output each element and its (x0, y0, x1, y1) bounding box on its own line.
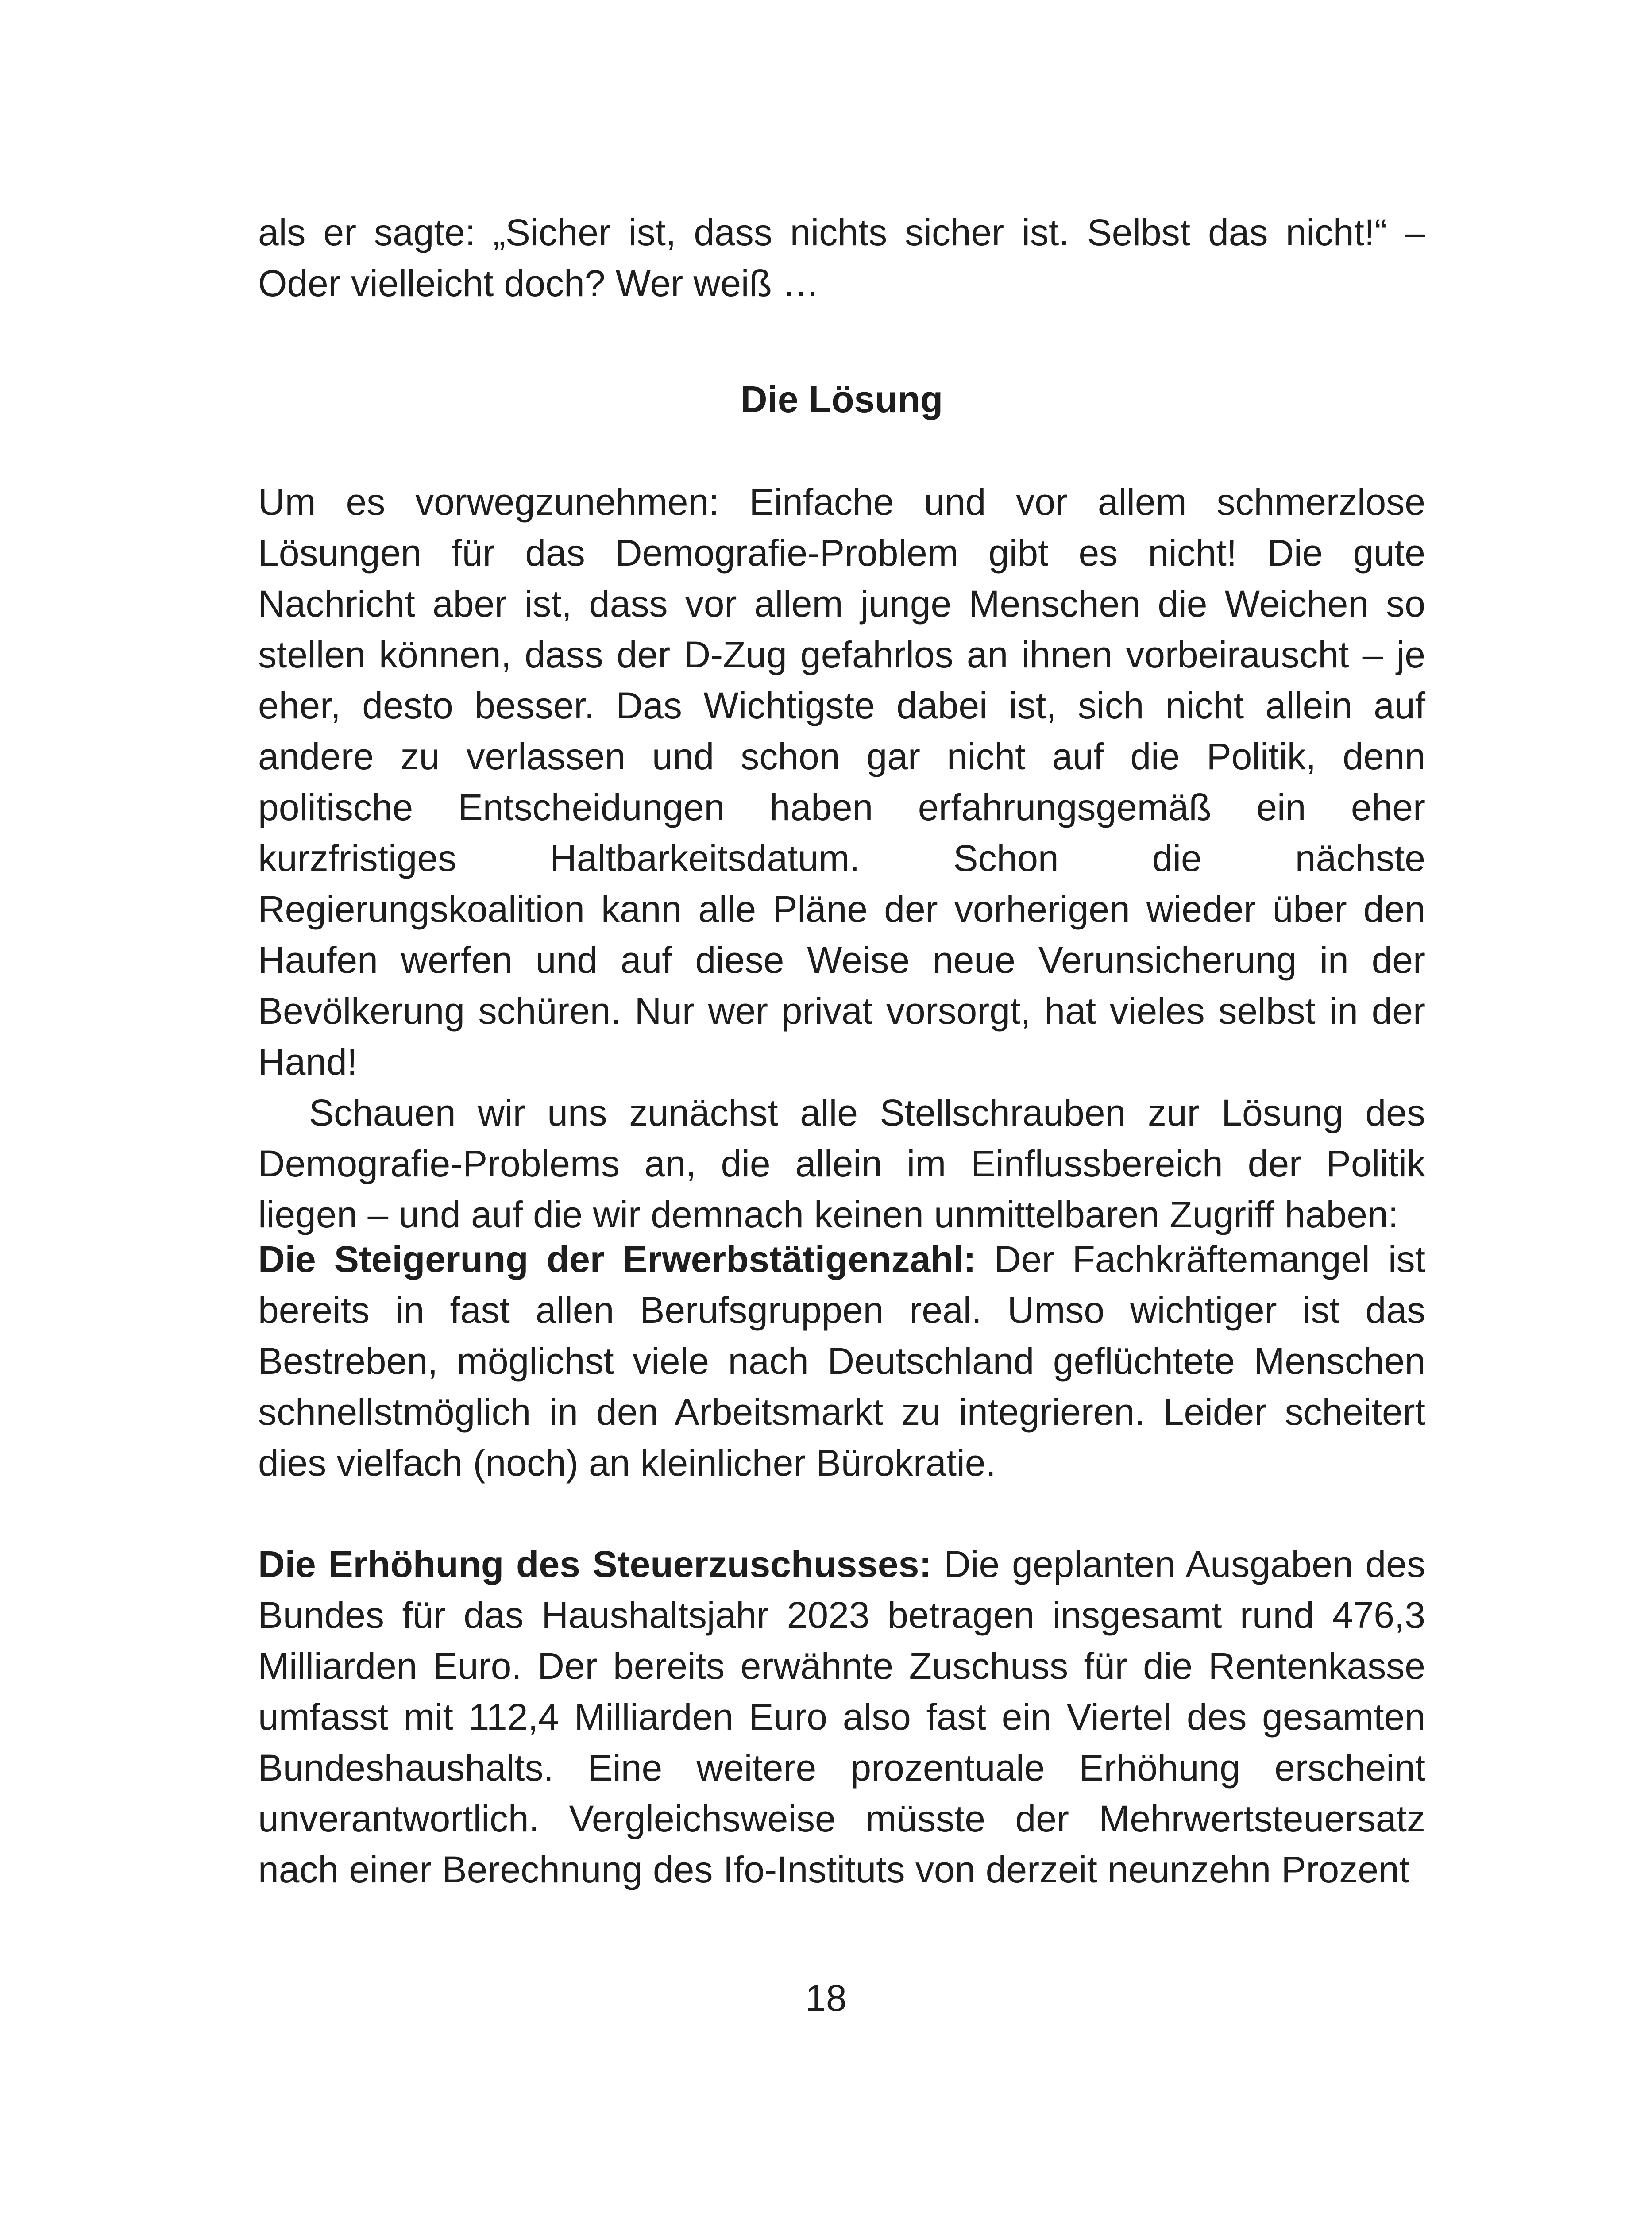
section-heading: Die Lösung (740, 378, 943, 420)
item-block-1 (258, 1234, 1425, 1488)
item-paragraph-1 (258, 1234, 1425, 1488)
body-paragraph-1: Um es vorwegzunehmen: Einfache und vor allem schmerzlose Lösungen für das Demografie-Problem gibt es nicht! Die gute Nachricht aber ist, dass vor allem junge Menschen die Weichen so stellen können, dass der D-Zug gefahrlos an ihnen vorbeirauscht – je eher, desto besser. Das Wichtigste dabei ist, sich nicht allein auf andere zu verlassen und schon gar nicht auf die Politik, denn politische Entscheidungen haben erfahrungsgemäß ein eher kurzfristiges Haltbarkeitsdatum. Schon die nächste Regierungskoalition kann alle Pläne der vorherigen wieder über den Haufen werfen und auf diese Weise neue Verunsicherung in der Bevölkerung schüren. Nur wer privat vorsorgt, hat vieles selbst in der Hand! (258, 481, 1425, 1083)
intro-paragraph: als er sagte: „Sicher ist, dass nichts sicher ist. Selbst das nicht!“ – Oder vielleicht doch? Wer weiß … (258, 212, 1425, 304)
item-lead-1: Die Steigerung der Erwerbstätigenzahl: (258, 1238, 976, 1280)
page-number: 18 (805, 1977, 847, 2019)
item-text-1: Der Fachkräftemangel ist bereits in fast allen Berufsgruppen real. Umso wichtiger ist das Bestreben, möglichst viele nach Deutschland geflüchtete Menschen schnellstmöglich in den Arbeitsmarkt zu integrieren. Leider scheitert dies vielfach (noch) an kleinlicher Bürokratie. (258, 1238, 1425, 1484)
intro-block (258, 207, 1425, 309)
body-block (258, 477, 1425, 1240)
item-block-2 (258, 1539, 1425, 1895)
body-paragraph-2: Schauen wir uns zunächst alle Stellschrauben zur Lösung des Demografie-Problems an, die allein im Einflussbereich der Politik liegen – und auf die wir demnach keinen unmittelbaren Zugriff haben: (258, 1092, 1425, 1235)
item-lead-2: Die Erhöhung des Steuerzuschusses: (258, 1543, 932, 1585)
item-paragraph-2 (258, 1539, 1425, 1895)
item-text-2: Die geplanten Ausgaben des Bundes für das Haushaltsjahr 2023 betragen insgesamt rund 476,3 Milliarden Euro. Der bereits erwähnte Zuschuss für die Rentenkasse umfasst mit 112,4 Milliarden Euro also fast ein Viertel des gesamten Bundeshaushalts. Eine weitere prozentuale Erhöhung erscheint unverantwortlich. Vergleichsweise müsste der Mehrwertsteuersatz nach einer Berechnung des Ifo-Instituts von derzeit neunzehn Prozent (258, 1543, 1425, 1890)
